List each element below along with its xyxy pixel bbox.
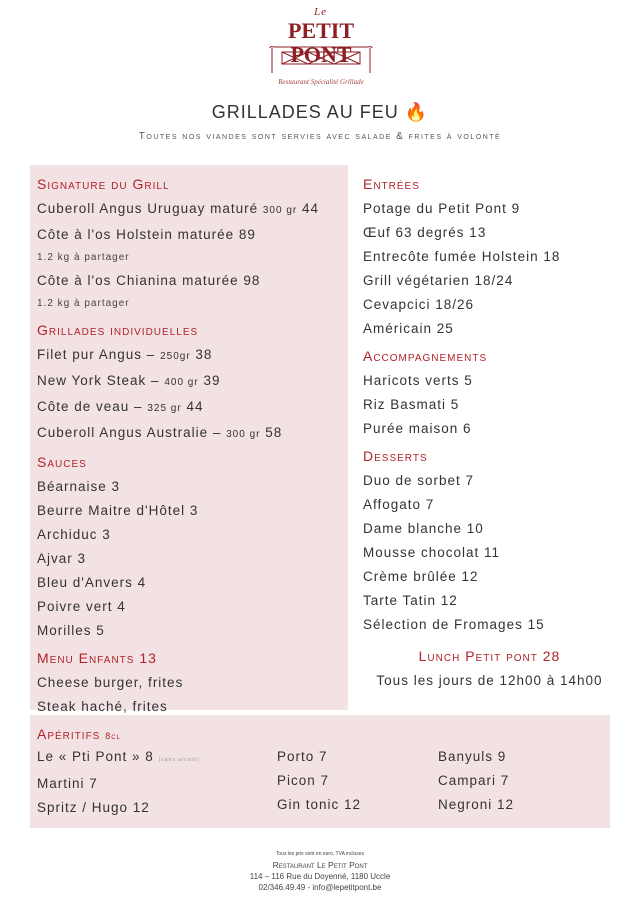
footer-prices-note: Tous les prix sont en euro, TVA incluses bbox=[275, 851, 365, 857]
section-title: Accompagnements bbox=[363, 348, 488, 364]
menu-item: Porto 7 bbox=[277, 749, 328, 764]
menu-item: Cheese burger, frites bbox=[37, 675, 184, 690]
logo bbox=[262, 6, 380, 90]
section-title: Grillades individuelles bbox=[37, 322, 199, 338]
menu-item: Duo de sorbet 7 bbox=[363, 473, 475, 488]
menu-item: Potage du Petit Pont 9 bbox=[363, 201, 521, 216]
menu-item: Spritz / Hugo 12 bbox=[37, 800, 150, 815]
page-subtitle: Toutes nos viandes sont servies avec salade & frites à volonté bbox=[138, 131, 502, 142]
menu-item: Cevapcici 18/26 bbox=[363, 297, 475, 312]
page-title: GRILLADES AU FEU 🔥 bbox=[211, 102, 429, 122]
menu-item-note: 1.2 kg à partager bbox=[37, 298, 130, 309]
menu-item: Cuberoll Angus Uruguay maturé 300 gr 44 bbox=[37, 201, 320, 216]
menu-item: Béarnaise 3 bbox=[37, 479, 121, 494]
grill-section bbox=[30, 165, 348, 714]
menu-item: Bleu d'Anvers 4 bbox=[37, 575, 147, 590]
logo-name: PETIT PONT bbox=[287, 18, 355, 67]
menu-right-column bbox=[356, 165, 616, 693]
lunch-title: Lunch Petit pont 28 bbox=[418, 648, 561, 664]
menu-item: Côte de veau – 325 gr 44 bbox=[37, 399, 204, 414]
menu-item: Martini 7 bbox=[37, 776, 98, 791]
menu-item: Affogato 7 bbox=[363, 497, 435, 512]
menu-item: Côte à l'os Chianina maturée 98 bbox=[37, 273, 261, 288]
bridge-icon bbox=[268, 46, 374, 74]
menu-item: Archiduc 3 bbox=[37, 527, 111, 542]
menu-item: Entrecôte fumée Holstein 18 bbox=[363, 249, 561, 264]
menu-item: Filet pur Angus – 250gr 38 bbox=[37, 347, 213, 362]
section-title: Menu Enfants 13 bbox=[37, 650, 157, 666]
menu-item: Grill végétarien 18/24 bbox=[363, 273, 514, 288]
footer-address: 114 – 116 Rue du Doyenné, 1180 Uccle bbox=[249, 872, 391, 881]
menu-item: Mousse chocolat 11 bbox=[363, 545, 501, 560]
menu-item: Beurre Maitre d'Hôtel 3 bbox=[37, 503, 199, 518]
menu-item: Poivre vert 4 bbox=[37, 599, 126, 614]
section-title: Desserts bbox=[363, 448, 428, 464]
menu-item: Gin tonic 12 bbox=[277, 797, 362, 812]
footer bbox=[0, 849, 640, 893]
lunch-hours: Tous les jours de 12h00 à 14h00 bbox=[376, 673, 603, 688]
menu-item: Le « Pti Pont » 8 (sans alcool) bbox=[37, 749, 200, 764]
email-link[interactable]: info@lepetitpont.be bbox=[312, 883, 382, 892]
menu-item: Sélection de Fromages 15 bbox=[363, 617, 545, 632]
section-title: Apéritifs 8cl bbox=[37, 726, 121, 742]
menu-item: Américain 25 bbox=[363, 321, 454, 336]
menu-item: Crème brûlée 12 bbox=[363, 569, 479, 584]
footer-phone: 02/346.49.49 - bbox=[258, 883, 313, 892]
menu-item: Côte à l'os Holstein maturée 89 bbox=[37, 227, 256, 242]
section-title: Sauces bbox=[37, 454, 87, 470]
section-title: Signature du Grill bbox=[37, 176, 170, 192]
aperitifs-section bbox=[30, 715, 610, 828]
menu-item: New York Steak – 400 gr 39 bbox=[37, 373, 221, 388]
menu-item: Tarte Tatin 12 bbox=[363, 593, 458, 608]
menu-item: Haricots verts 5 bbox=[363, 373, 473, 388]
menu-item: Campari 7 bbox=[438, 773, 510, 788]
menu-item: Ajvar 3 bbox=[37, 551, 87, 566]
menu-item: Steak haché, frites bbox=[37, 699, 168, 714]
menu-item-note: 1.2 kg à partager bbox=[37, 252, 130, 263]
logo-tagline: Restaurant Spécialité Grillade bbox=[278, 78, 364, 86]
alcohol-free-note: (sans alcool) bbox=[158, 757, 200, 763]
menu-item: Œuf 63 degrés 13 bbox=[363, 225, 487, 240]
menu-item: Riz Basmati 5 bbox=[363, 397, 460, 412]
section-title: Entrées bbox=[363, 176, 420, 192]
menu-item: Dame blanche 10 bbox=[363, 521, 484, 536]
menu-item: Picon 7 bbox=[277, 773, 330, 788]
menu-item: Negroni 12 bbox=[438, 797, 515, 812]
menu-item: Morilles 5 bbox=[37, 623, 105, 638]
menu-item: Purée maison 6 bbox=[363, 421, 472, 436]
menu-item: Cuberoll Angus Australie – 300 gr 58 bbox=[37, 425, 283, 440]
footer-restaurant: Restaurant Le Petit Pont bbox=[272, 860, 368, 870]
menu-item: Banyuls 9 bbox=[438, 749, 507, 764]
logo-le: Le bbox=[314, 6, 327, 18]
flame-icon: 🔥 bbox=[404, 102, 429, 122]
